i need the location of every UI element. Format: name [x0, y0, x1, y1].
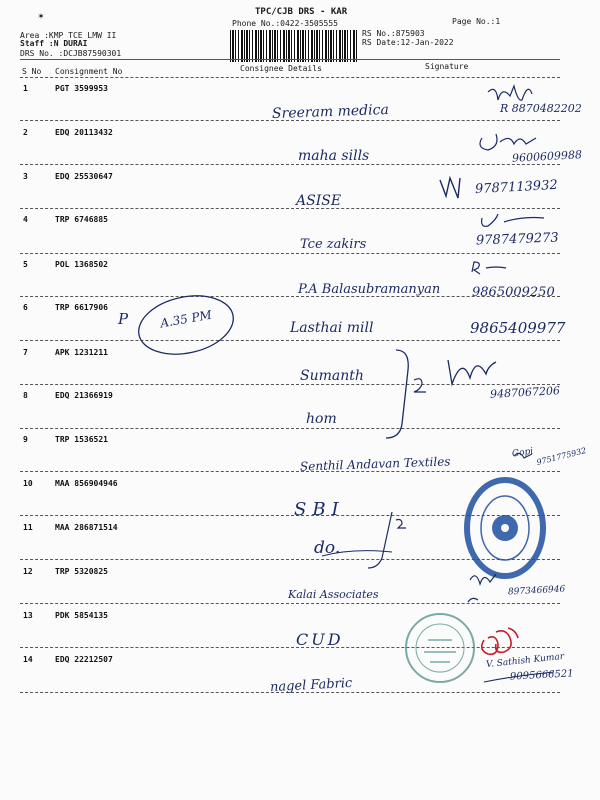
area-label: Area :KMP TCE LMW II — [20, 31, 117, 40]
page-number: Page No.:1 — [452, 17, 501, 26]
row-6-handwriting: Lasthai mill — [290, 320, 374, 336]
row-5-signature: 9865009250 — [472, 285, 555, 300]
row-3-signature: 9787113932 — [474, 177, 559, 198]
row-9-consignment: TRP 1536521 — [55, 435, 108, 444]
row-9-signer-name: Gopi — [511, 446, 534, 460]
circle-note: A.35 PM — [159, 307, 213, 331]
row-1-signature: R 8870482202 — [500, 102, 582, 115]
row-14-underline — [484, 672, 554, 682]
row-7-signature: 9487067206 — [489, 384, 561, 401]
row-4-signature: 9787479273 — [475, 230, 559, 249]
staff-label: Staff :N DURAI — [20, 39, 88, 48]
row-9-signature: 9751775932 — [535, 445, 588, 468]
row-13-handwriting: CUD — [296, 630, 344, 649]
row-7-handwriting: Sumanth — [300, 368, 364, 384]
row-4-scrawl — [482, 214, 544, 226]
brace-mark — [414, 379, 426, 392]
sbi-stamp — [467, 480, 543, 576]
row-7-scrawl — [448, 360, 496, 384]
row-12-handwriting: Kalai Associates — [288, 588, 379, 601]
row-9-handwriting: Senthil Andavan Textiles — [299, 454, 451, 474]
corner-mark: ✶ — [38, 11, 45, 22]
row-4-handwriting: Tce zakirs — [300, 237, 367, 252]
red-signature — [482, 628, 518, 654]
note-circle — [133, 288, 239, 363]
row-11-handwriting: do. — [314, 538, 341, 558]
row-14-signer-name: V. Sathish Kumar — [485, 651, 565, 671]
row-7-consignment: APK 1231211 — [55, 348, 108, 357]
row-3-scrawl — [440, 178, 460, 198]
row-2-handwriting: maha sills — [298, 148, 370, 164]
row-14-signature: 9095666521 — [509, 668, 574, 683]
row-6-number: 6 — [23, 303, 28, 312]
row-9-number: 9 — [23, 435, 28, 444]
row-10-handwriting: SBI — [294, 499, 345, 520]
row-11-number: 11 — [23, 523, 33, 532]
row-1-number: 1 — [23, 84, 28, 93]
column-consignee: Consignee Details — [240, 64, 322, 73]
row-14-consignment: EDQ 22212507 — [55, 655, 113, 664]
brace-rows-7-8 — [386, 350, 408, 438]
row-13-number: 13 — [23, 611, 33, 620]
rs-number: RS No.:875903 — [362, 29, 425, 38]
row-7-number: 7 — [23, 348, 28, 357]
row-1-consignment: PGT 3599953 — [55, 84, 108, 93]
row-3-consignment: EDQ 25530647 — [55, 172, 113, 181]
row-13-consignment: PDK 5854135 — [55, 611, 108, 620]
cud-stamp — [406, 614, 474, 682]
row-2-signature: 9600609988 — [511, 148, 583, 165]
row-12-consignment: TRP 5320825 — [55, 567, 108, 576]
row-3-number: 3 — [23, 172, 28, 181]
row-6-signature: 9865409977 — [470, 319, 566, 337]
row-10-number: 10 — [23, 479, 33, 488]
row-8-consignment: EDQ 21366919 — [55, 391, 113, 400]
row-8-handwriting: hom — [306, 411, 337, 427]
p-mark: P — [118, 310, 129, 328]
row-2-scrawl — [480, 134, 536, 150]
row-2-number: 2 — [23, 128, 28, 137]
row-9-scrawl — [514, 453, 532, 458]
brace-rows-10-11 — [368, 512, 406, 568]
drs-number: DRS No. :DCJB87590301 — [20, 49, 122, 58]
row-11-line — [322, 551, 392, 556]
row-14-number: 14 — [23, 655, 33, 664]
sheet-title: TPC/CJB DRS - KAR — [255, 7, 348, 17]
column-signature: Signature — [425, 62, 469, 71]
column-consignment: Consignment No — [55, 67, 123, 76]
phone-number: Phone No.:0422-3505555 — [232, 19, 338, 28]
rs-date: RS Date:12-Jan-2022 — [362, 38, 454, 47]
row-6-consignment: TRP 6617906 — [55, 303, 108, 312]
row-5-handwriting: P.A Balasubramanyan — [298, 282, 441, 297]
row-2-consignment: EDQ 20113432 — [55, 128, 113, 137]
row-14-handwriting: nagel Fabric — [269, 675, 353, 696]
row-5-scrawl — [472, 262, 506, 274]
row-10-consignment: MAA 856904946 — [55, 479, 118, 488]
row-12-scrawl — [468, 574, 496, 602]
row-4-consignment: TRP 6746885 — [55, 215, 108, 224]
row-8-number: 8 — [23, 391, 28, 400]
row-3-handwriting: ASISE — [296, 193, 342, 209]
row-5-number: 5 — [23, 260, 28, 269]
row-5-consignment: POL 1368502 — [55, 260, 108, 269]
row-12-number: 12 — [23, 567, 33, 576]
row-4-number: 4 — [23, 215, 28, 224]
row-1-handwriting: Sreeram medica — [271, 101, 390, 123]
row-1-scrawl — [488, 86, 532, 100]
row-11-consignment: MAA 286871514 — [55, 523, 118, 532]
row-12-signature: 8973466946 — [507, 584, 566, 598]
column-sno: S No — [22, 67, 42, 76]
